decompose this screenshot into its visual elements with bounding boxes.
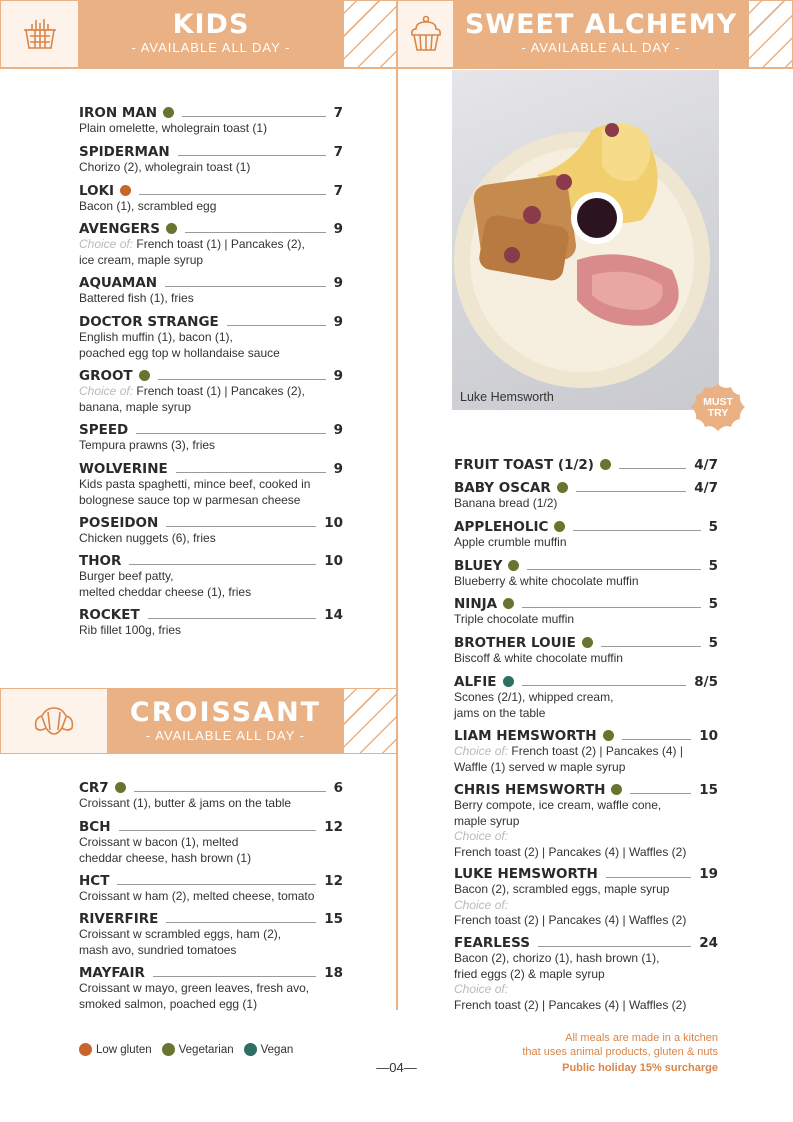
- allergen-note-line1: All meals are made in a kitchen: [565, 1032, 718, 1044]
- dotted-leader: [165, 279, 325, 287]
- item-name: WOLVERINE: [79, 460, 168, 477]
- croissant-icon: [32, 704, 76, 738]
- kids-icon-box: [0, 0, 79, 68]
- vegetarian-dot-icon: [166, 223, 177, 234]
- choice-label: Choice of:: [79, 237, 137, 251]
- item-name: CR7: [79, 779, 109, 796]
- item-name: GROOT: [79, 367, 133, 384]
- menu-item-row: [454, 518, 718, 535]
- allergen-note-line2: that uses animal products, gluten & nuts: [522, 1046, 718, 1058]
- item-description: [454, 612, 718, 628]
- description-text: Burger beef patty,: [79, 569, 174, 583]
- item-name: BROTHER LOUIE: [454, 634, 576, 651]
- menu-item-row: [79, 872, 343, 889]
- kids-title: KIDS: [172, 9, 250, 40]
- item-description: [454, 898, 718, 914]
- item-price: 24: [699, 934, 718, 951]
- menu-item-fearless: [454, 934, 718, 1013]
- croissant-subtitle: - AVAILABLE ALL DAY -: [145, 728, 306, 743]
- menu-item-aquaman: [79, 274, 343, 307]
- dotted-leader: [129, 557, 316, 565]
- item-description: [79, 400, 343, 416]
- choice-label: Choice of:: [79, 384, 137, 398]
- description-text: French toast (2) | Pancakes (4) | Waffles (2): [454, 913, 687, 927]
- item-name: BABY OSCAR: [454, 479, 551, 496]
- legend-label: Vegan: [260, 1043, 294, 1056]
- cupcake-icon: [407, 14, 445, 54]
- item-name: SPIDERMAN: [79, 143, 170, 160]
- menu-item-baby-oscar: [454, 479, 718, 512]
- item-description: [454, 496, 718, 512]
- dotted-leader: [538, 939, 691, 947]
- dotted-leader: [573, 523, 700, 531]
- page-number: —04—: [376, 1060, 417, 1075]
- description-text: bolognese sauce top w parmesan cheese: [79, 492, 301, 507]
- description-text: Croissant w mayo, green leaves, fresh avo,: [79, 981, 310, 995]
- description-text: Croissant w ham (2), melted cheese, tomato: [79, 889, 315, 903]
- description-text: smoked salmon, poached egg (1): [79, 996, 258, 1011]
- description-text: English muffin (1), bacon (1),: [79, 330, 233, 344]
- item-name: LOKI: [79, 182, 115, 199]
- menu-item-row: [79, 143, 343, 160]
- menu-item-thor: [79, 552, 343, 600]
- menu-item-bluey: [454, 557, 718, 590]
- description-text: Blueberry & white chocolate muffin: [454, 574, 639, 588]
- item-description: [79, 623, 343, 639]
- menu-item-rocket: [79, 606, 343, 639]
- item-price: 8/5: [694, 673, 718, 690]
- basket-icon: [20, 14, 60, 54]
- menu-item-row: [454, 595, 718, 612]
- description-text: Triple chocolate muffin: [454, 612, 575, 626]
- item-description: [454, 535, 718, 551]
- vegetarian-dot-icon: [557, 482, 568, 493]
- item-description: [454, 982, 718, 998]
- item-description: [79, 796, 343, 812]
- description-text: Bacon (1), scrambled egg: [79, 199, 217, 213]
- menu-item-row: [79, 182, 343, 199]
- item-name: ROCKET: [79, 606, 140, 623]
- plate-illustration: [452, 70, 719, 410]
- menu-item-chris-hemsworth: [454, 781, 718, 860]
- item-description: [79, 199, 343, 215]
- item-price: 10: [324, 552, 343, 569]
- dotted-leader: [619, 461, 686, 469]
- menu-item-iron-man: [79, 104, 343, 137]
- item-price: 9: [333, 274, 343, 291]
- vegetarian-dot-icon: [139, 370, 150, 381]
- item-price: 15: [699, 781, 718, 798]
- menu-item-row: [454, 479, 718, 496]
- item-description: [454, 651, 718, 667]
- item-price: 19: [699, 865, 718, 882]
- description-text: Scones (2/1), whipped cream,: [454, 690, 614, 704]
- legend-label: Low gluten: [96, 1043, 152, 1056]
- item-description: [79, 531, 343, 547]
- photo-caption: Luke Hemsworth: [460, 390, 554, 404]
- kids-hatch-decoration: [343, 0, 397, 68]
- dotted-leader: [119, 823, 317, 831]
- item-description: [454, 913, 718, 929]
- item-price: 14: [324, 606, 343, 623]
- must-try-badge: [687, 382, 749, 434]
- item-price: 4/7: [694, 479, 718, 496]
- menu-item-alfie: [454, 673, 718, 721]
- vegetarian-dot-icon: [554, 521, 565, 532]
- allergen-note: [522, 1031, 718, 1059]
- description-text: mash avo, sundried tomatoes: [79, 942, 237, 957]
- item-name: AQUAMAN: [79, 274, 158, 291]
- dotted-leader: [158, 372, 326, 380]
- description-text: Bacon (2), scrambled eggs, maple syrup: [454, 882, 670, 896]
- description-text: jams on the table: [454, 705, 546, 720]
- menu-item-groot: [79, 367, 343, 415]
- menu-item-appleholic: [454, 518, 718, 551]
- description-text: Biscoff & white chocolate muffin: [454, 651, 623, 665]
- description-text: Kids pasta spaghetti, mince beef, cooked in: [79, 477, 311, 491]
- choice-label: Choice of:: [454, 829, 509, 843]
- menu-item-ninja: [454, 595, 718, 628]
- item-name: SPEED: [79, 421, 129, 438]
- dotted-leader: [522, 600, 701, 608]
- item-description: [79, 346, 343, 362]
- dotted-leader: [148, 611, 317, 619]
- menu-item-avengers: [79, 220, 343, 268]
- item-description: [454, 829, 718, 845]
- description-text: French toast (1) | Pancakes (2),: [136, 384, 305, 398]
- menu-item-row: [79, 313, 343, 330]
- item-description: [79, 943, 343, 959]
- item-price: 5: [708, 557, 718, 574]
- dotted-leader: [136, 426, 325, 434]
- dotted-leader: [134, 784, 326, 792]
- item-price: 5: [708, 634, 718, 651]
- description-text: ice cream, maple syrup: [79, 252, 204, 267]
- vegetarian-dot-icon: [162, 1043, 175, 1056]
- croissant-hatch-decoration: [343, 688, 397, 754]
- item-name: NINJA: [454, 595, 498, 612]
- vegetarian-dot-icon: [163, 107, 174, 118]
- item-description: [79, 851, 343, 867]
- description-text: Apple crumble muffin: [454, 535, 567, 549]
- item-name: FRUIT TOAST (1/2): [454, 456, 594, 473]
- dotted-leader: [117, 877, 316, 885]
- menu-item-row: [454, 673, 718, 690]
- description-text: Battered fish (1), fries: [79, 291, 194, 305]
- dotted-leader: [166, 915, 316, 923]
- item-price: 5: [708, 518, 718, 535]
- food-photo: [452, 70, 719, 410]
- kids-header: [79, 0, 343, 68]
- menu-item-riverfire: [79, 910, 343, 958]
- description-text: French toast (2) | Pancakes (4) |: [511, 744, 684, 758]
- dotted-leader: [139, 187, 326, 195]
- menu-item-hct: [79, 872, 343, 905]
- dotted-leader: [522, 678, 687, 686]
- menu-item-cr7: [79, 779, 343, 812]
- item-name: CHRIS HEMSWORTH: [454, 781, 606, 798]
- menu-item-row: [454, 865, 718, 882]
- menu-item-liam-hemsworth: [454, 727, 718, 775]
- description-text: Tempura prawns (3), fries: [79, 438, 216, 452]
- item-price: 7: [333, 143, 343, 160]
- item-name: HCT: [79, 872, 110, 889]
- low-gluten-dot-icon: [79, 1043, 92, 1056]
- menu-item-row: [79, 552, 343, 569]
- item-price: 12: [324, 872, 343, 889]
- description-text: Waffle (1) served w maple syrup: [454, 759, 626, 774]
- description-text: cheddar cheese, hash brown (1): [79, 850, 252, 865]
- menu-item-row: [79, 421, 343, 438]
- choice-label: Choice of:: [454, 897, 509, 912]
- item-name: POSEIDON: [79, 514, 159, 531]
- menu-item-row: [79, 779, 343, 796]
- item-price: 15: [324, 910, 343, 927]
- menu-item-fruit-toast-1-2: [454, 456, 718, 473]
- kids-subtitle: - AVAILABLE ALL DAY -: [131, 40, 291, 55]
- item-description: [79, 493, 343, 509]
- item-name: AVENGERS: [79, 220, 160, 237]
- item-description: [454, 690, 718, 706]
- item-name: BLUEY: [454, 557, 503, 574]
- item-description: [79, 438, 343, 454]
- description-text: maple syrup: [454, 813, 520, 828]
- dotted-leader: [185, 225, 326, 233]
- item-name: IRON MAN: [79, 104, 158, 121]
- menu-item-loki: [79, 182, 343, 215]
- vegetarian-dot-icon: [603, 730, 614, 741]
- menu-item-doctor-strange: [79, 313, 343, 361]
- dotted-leader: [601, 639, 701, 647]
- description-text: melted cheddar cheese (1), fries: [79, 584, 252, 599]
- description-text: Rib fillet 100g, fries: [79, 623, 182, 637]
- item-price: 6: [333, 779, 343, 796]
- menu-item-wolverine: [79, 460, 343, 508]
- item-description: [454, 814, 718, 830]
- low-gluten-dot-icon: [120, 185, 131, 196]
- description-text: Chorizo (2), wholegrain toast (1): [79, 160, 251, 174]
- description-text: banana, maple syrup: [79, 399, 192, 414]
- description-text: French toast (1) | Pancakes (2),: [136, 237, 305, 251]
- item-price: 18: [324, 964, 343, 981]
- menu-item-speed: [79, 421, 343, 454]
- item-description: [79, 291, 343, 307]
- column-divider: [396, 0, 398, 1010]
- dotted-leader: [182, 109, 326, 117]
- menu-item-row: [79, 514, 343, 531]
- diet-legend: [79, 1043, 303, 1056]
- item-name: RIVERFIRE: [79, 910, 159, 927]
- item-description: [454, 706, 718, 722]
- item-description: [79, 569, 343, 585]
- vegan-dot-icon: [503, 676, 514, 687]
- menu-item-mayfair: [79, 964, 343, 1012]
- item-description: [454, 882, 718, 898]
- dotted-leader: [166, 519, 316, 527]
- item-name: THOR: [79, 552, 122, 569]
- item-description: [79, 835, 343, 851]
- menu-item-row: [79, 606, 343, 623]
- item-price: 9: [333, 313, 343, 330]
- vegetarian-dot-icon: [600, 459, 611, 470]
- sweet-title: SWEET ALCHEMY: [464, 9, 738, 40]
- item-description: [79, 981, 343, 997]
- description-text: Croissant w scrambled eggs, ham (2),: [79, 927, 282, 941]
- menu-item-spiderman: [79, 143, 343, 176]
- item-description: [79, 477, 343, 493]
- item-description: [79, 121, 343, 137]
- item-description: [79, 384, 343, 400]
- description-text: Banana bread (1/2): [454, 496, 558, 510]
- item-name: ALFIE: [454, 673, 497, 690]
- badge-text: MUST TRY: [703, 396, 733, 419]
- item-description: [454, 574, 718, 590]
- description-text: Plain omelette, wholegrain toast (1): [79, 121, 268, 135]
- item-description: [79, 585, 343, 601]
- menu-item-row: [454, 634, 718, 651]
- croissant-icon-box: [0, 688, 108, 754]
- legend-item-vegan: [244, 1043, 294, 1056]
- item-name: LUKE HEMSWORTH: [454, 865, 598, 882]
- legend-label: Vegetarian: [178, 1043, 234, 1056]
- menu-item-row: [454, 781, 718, 798]
- item-price: 9: [333, 367, 343, 384]
- menu-item-row: [79, 274, 343, 291]
- item-description: [454, 967, 718, 983]
- description-text: French toast (2) | Pancakes (4) | Waffles (2): [454, 997, 687, 1012]
- vegan-dot-icon: [244, 1043, 257, 1056]
- item-name: BCH: [79, 818, 111, 835]
- item-price: 7: [333, 104, 343, 121]
- item-description: [79, 889, 343, 905]
- item-description: [79, 330, 343, 346]
- sweet-subtitle: - AVAILABLE ALL DAY -: [521, 40, 681, 55]
- item-price: 9: [333, 421, 343, 438]
- description-text: Berry compote, ice cream, waffle cone,: [454, 798, 662, 812]
- menu-item-row: [454, 934, 718, 951]
- description-text: Bacon (2), chorizo (1), hash brown (1),: [454, 951, 660, 965]
- menu-item-row: [79, 367, 343, 384]
- vegetarian-dot-icon: [508, 560, 519, 571]
- dotted-leader: [527, 562, 700, 570]
- dotted-leader: [153, 969, 316, 977]
- item-price: 4/7: [694, 456, 718, 473]
- menu-item-brother-louie: [454, 634, 718, 667]
- legend-item-low-gluten: [79, 1043, 152, 1056]
- menu-item-row: [79, 220, 343, 237]
- item-price: 7: [333, 182, 343, 199]
- croissant-title: CROISSANT: [129, 697, 322, 728]
- item-price: 12: [324, 818, 343, 835]
- description-text: Croissant w bacon (1), melted: [79, 835, 239, 849]
- item-name: DOCTOR STRANGE: [79, 313, 219, 330]
- choice-label: Choice of:: [454, 982, 509, 996]
- choice-label: Choice of:: [454, 744, 512, 758]
- sweet-hatch-decoration: [748, 0, 793, 68]
- legend-item-vegetarian: [162, 1043, 234, 1056]
- menu-item-row: [454, 727, 718, 744]
- menu-item-row: [454, 456, 718, 473]
- description-text: fried eggs (2) & maple syrup: [454, 966, 605, 981]
- sweet-icon-box: [397, 0, 454, 68]
- menu-item-row: [79, 910, 343, 927]
- item-description: [454, 760, 718, 776]
- item-description: [454, 798, 718, 814]
- dotted-leader: [622, 732, 692, 740]
- sweet-header: [454, 0, 748, 68]
- description-text: Chicken nuggets (6), fries: [79, 531, 216, 545]
- item-description: [454, 998, 718, 1014]
- item-name: MAYFAIR: [79, 964, 145, 981]
- dotted-leader: [630, 786, 691, 794]
- item-description: [79, 997, 343, 1013]
- item-name: APPLEHOLIC: [454, 518, 549, 535]
- vegetarian-dot-icon: [582, 637, 593, 648]
- dotted-leader: [576, 484, 687, 492]
- vegetarian-dot-icon: [611, 784, 622, 795]
- menu-item-row: [79, 460, 343, 477]
- menu-item-poseidon: [79, 514, 343, 547]
- croissant-header: [108, 688, 343, 754]
- description-text: Croissant (1), butter & jams on the table: [79, 796, 292, 810]
- item-price: 5: [708, 595, 718, 612]
- dotted-leader: [227, 318, 326, 326]
- menu-item-bch: [79, 818, 343, 866]
- menu-item-luke-hemsworth: [454, 865, 718, 929]
- item-name: LIAM HEMSWORTH: [454, 727, 597, 744]
- menu-item-row: [79, 964, 343, 981]
- dotted-leader: [606, 870, 691, 878]
- item-description: [454, 744, 718, 760]
- description-text: poached egg top w hollandaise sauce: [79, 345, 280, 360]
- item-description: [454, 845, 718, 861]
- item-description: [79, 237, 343, 253]
- menu-item-row: [79, 818, 343, 835]
- vegetarian-dot-icon: [503, 598, 514, 609]
- item-price: 9: [333, 220, 343, 237]
- dotted-leader: [178, 148, 326, 156]
- item-price: 9: [333, 460, 343, 477]
- description-text: French toast (2) | Pancakes (4) | Waffles (2): [454, 844, 687, 859]
- item-name: FEARLESS: [454, 934, 530, 951]
- item-description: [79, 253, 343, 269]
- menu-item-row: [79, 104, 343, 121]
- vegetarian-dot-icon: [115, 782, 126, 793]
- menu-item-row: [454, 557, 718, 574]
- surcharge-note: Public holiday 15% surcharge: [562, 1062, 718, 1074]
- item-description: [79, 160, 343, 176]
- item-description: [454, 951, 718, 967]
- dotted-leader: [176, 465, 326, 473]
- item-price: 10: [699, 727, 718, 744]
- item-description: [79, 927, 343, 943]
- item-price: 10: [324, 514, 343, 531]
